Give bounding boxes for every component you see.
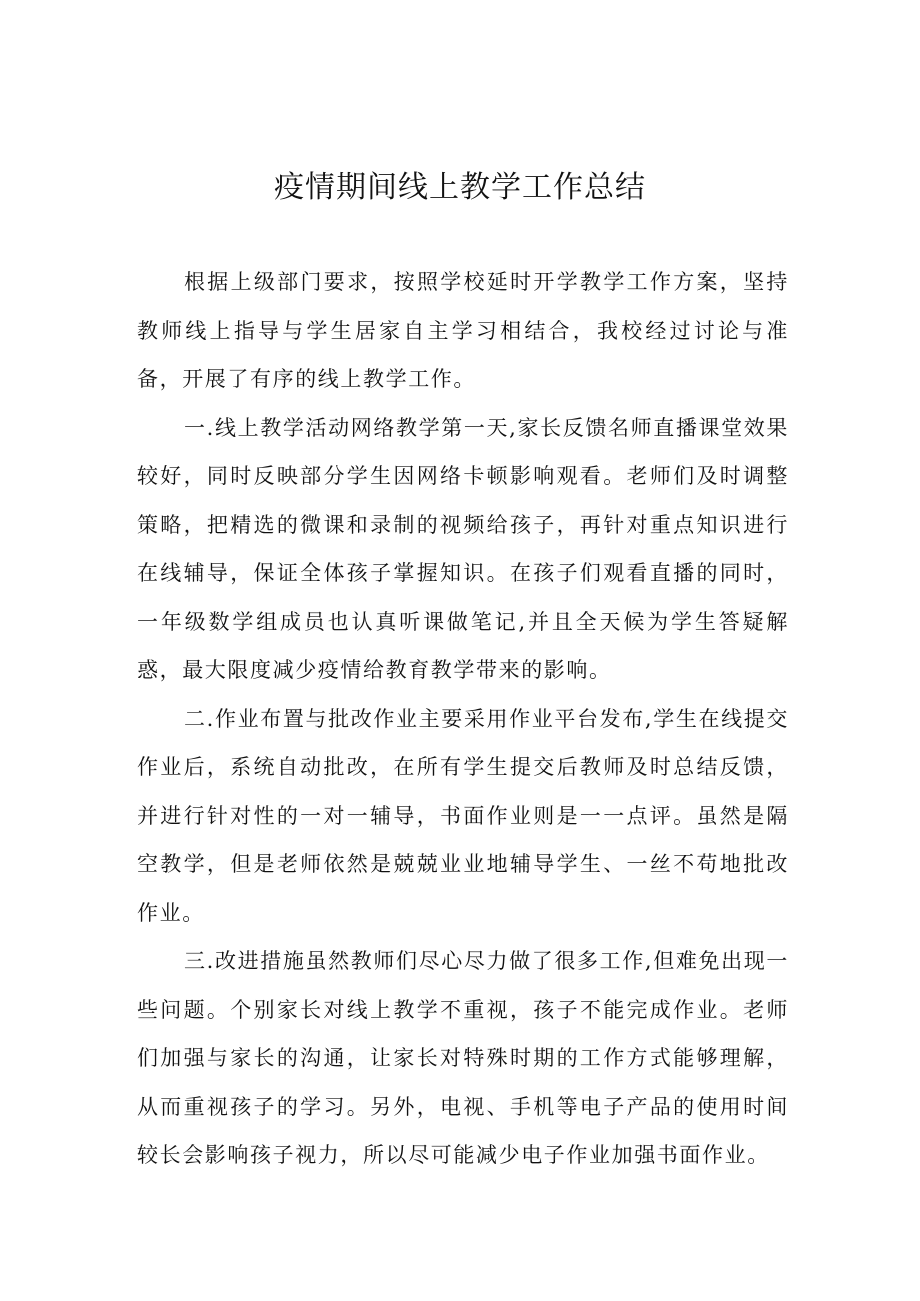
paragraph-online-teaching: 一.线上教学活动网络教学第一天,家长反馈名师直播课堂效果较好，同时反映部分学生因网络卡顿影响观看。老师们及时调整策略，把精选的微课和录制的视频给孩子，再针对重点知识进行在线辅导，保证全体孩子掌握知识。在孩子们观看直播的同时，一年级数学组成员也认真听课做笔记,并且全天候为学生答疑解惑，最大限度减少疫情给教育教学带来的影响。 <box>137 415 789 682</box>
document-body <box>137 258 789 1180</box>
document-title: 疫情期间线上教学工作总结 <box>274 170 646 205</box>
paragraph-improvements: 三.改进措施虽然教师们尽心尽力做了很多工作,但难免出现一些问题。个别家长对线上教学不重视，孩子不能完成作业。老师们加强与家长的沟通，让家长对特殊时期的工作方式能够理解，从而重视孩子的学习。另外，电视、手机等电子产品的使用时间较长会影响孩子视力，所以尽可能减少电子作业加强书面作业。 <box>137 949 789 1167</box>
paragraph-homework: 二.作业布置与批改作业主要采用作业平台发布,学生在线提交作业后，系统自动批改，在所有学生提交后教师及时总结反馈，并进行针对性的一对一辅导，书面作业则是一一点评。虽然是隔空教学，但是老师依然是兢兢业业地辅导学生、一丝不苟地批改作业。 <box>137 706 789 925</box>
paragraph-intro: 根据上级部门要求，按照学校延时开学教学工作方案，坚持教师线上指导与学生居家自主学习相结合，我校经过讨论与准备，开展了有序的线上教学工作。 <box>137 270 789 391</box>
